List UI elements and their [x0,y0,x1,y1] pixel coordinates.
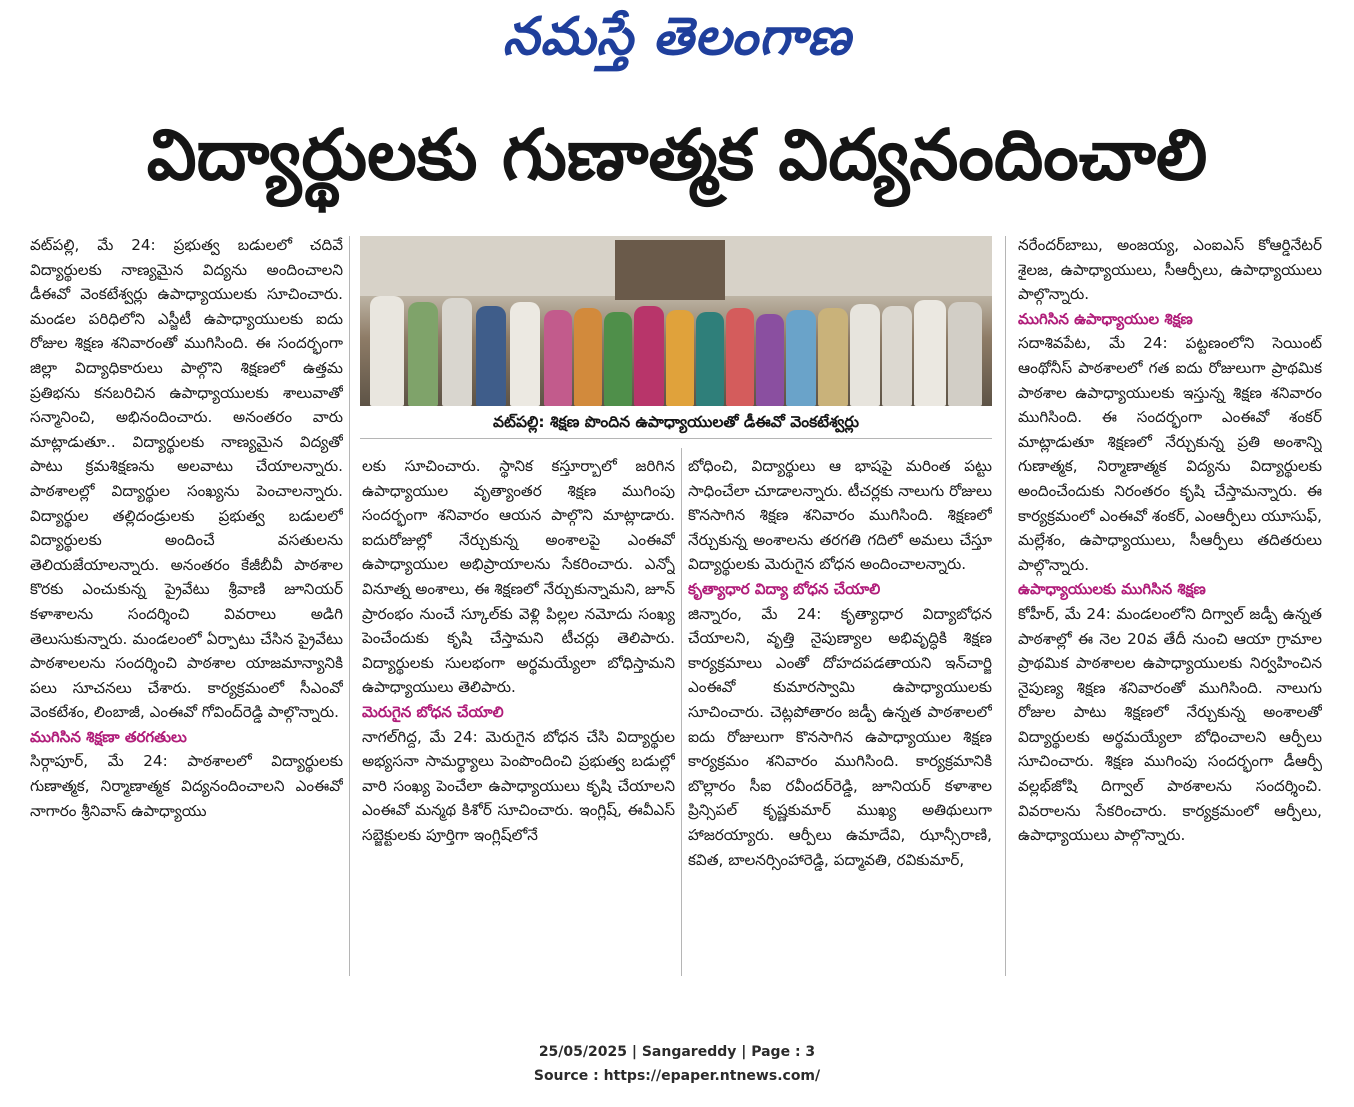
column4-paragraph-3: కోహీర్, మే 24: మండలంలోని దిగ్వాల్ జడ్పీ ఉన్నత పాఠశాల్లో ఈ నెల 20వ తేదీ నుంచి ఆయా గ్రామాల ప్రాథమిక పాఠశాలల ఉపాధ్యాయులకు నిర్వహించిన నైపుణ్య శిక్షణ శనివారంతో ముగిసింది. నాలుగు రోజుల పాటు శిక్షణలో నేర్చుకున్న అంశాలతో విద్యార్థులకు అర్థమయ్యేలా బోధించాలని ఆర్పీలు సూచించారు. శిక్షణ ముగింపు సందర్భంగా డీఆర్పీ వల్లభ్‌జోషి దిగ్వాల్ పాఠశాలను సందర్శించి. వివరాలను సేకరించారు. కార్యక్రమంలో ఆర్పీలు, ఉపాధ్యాయులు పాల్గొన్నారు. [1018,604,1322,845]
article-column-3 [688,454,992,978]
headline: విద్యార్థులకు గుణాత్మక విద్యనందించాలి [146,113,1208,196]
photo-crowd [360,286,992,406]
column1-paragraph-1: వట్‌పల్లి, మే 24: ప్రభుత్వ బడులలో చదివే విద్యార్థులకు నాణ్యమైన విద్యను అందించాలని డీఈవో వెంకటేశ్వర్లు ఉపాధ్యాయులకు సూచించారు. మండల పరిధిలోని ఎస్జీటీ ఉపాధ్యాయులకు ఐదు రోజుల శిక్షణ శనివారంతో ముగిసింది. ఈ సందర్భంగా జిల్లా విద్యాధికారులు పాల్గొని శిక్షణలో ఉత్తమ ప్రతిభను కనబరిచిన ఉపాధ్యాయులకు శాలువాతో సన్మానించి, అభినందించారు. అనంతరం వారు మాట్లాడుతూ.. విద్యార్థులకు నాణ్యమైన విద్యతో పాటు క్రమశిక్షణను అలవాటు చేయాలన్నారు. పాఠశాలల్లో విద్యార్థుల సంఖ్యను పెంచాలన్నారు. విద్యార్థుల తల్లిదండ్రులకు ప్రభుత్వ బడులలో విద్యార్థులకు అందించే వసతులను తెలియజేయాలన్నారు. అనంతరం కేజీబీవీ పాఠశాల కొరకు ఎంచుకున్న ప్రైవేటు శ్రీవాణి జూనియర్ కళాశాలను సందర్శించి వివరాలు అడిగి తెలుసుకున్నారు. మండలంలో ఏర్పాటు చేసిన ప్రైవేటు పాఠశాలలను సందర్శించి పాఠశాల యాజమాన్యానికి పలు సూచనలు చేశారు. కార్యక్రమంలో సీఎంవో వెంకటేశం, లింబాజీ, ఎంఈవో గోవింద్‌రెడ్డి పాల్గొన్నారు. [30,236,343,722]
masthead [0,6,1354,80]
footer-date-line: 25/05/2025 | Sangareddy | Page : 3 [538,1044,816,1060]
article-column-4 [1018,233,1322,978]
newspaper-logo: నమస్తే తెలంగాణ [502,6,852,67]
column2-paragraph-2: నాగల్‌గిద్ద, మే 24: మెరుగైన బోధన చేసి విద్యార్థుల అభ్యసనా సామర్థ్యాలు పెంపొందించి ప్రభుత్వ బడుల్లో వారి సంఖ్య పెంచేలా ఉపాధ్యాయులు కృషి చేయాలని ఎంఈవో మన్మథ కిశోర్ సూచించారు. ఇంగ్లిష్, ఈవీఎస్ సబ్జెక్టులకు పూర్తిగా ఇంగ్లిష్‌లోనే [362,727,675,844]
column4-subheading-1: ముగిసిన ఉపాధ్యాయుల శిక్షణ [1018,309,1193,328]
footer-source-line: Source : https://epaper.ntnews.com/ [533,1068,821,1084]
column2-paragraph-1: లకు సూచించారు. స్థానిక కస్తూర్బాలో జరిగిన ఉపాధ్యాయుల వృత్యాంతర శిక్షణ ముగింపు సందర్భంగా శనివారం ఆయన పాల్గొని మాట్లాడారు. ఐదురోజుల్లో నేర్చుకున్న అంశాలపై ఎంఈవో ఉపాధ్యాయుల అభిప్రాయాలను సేకరించారు. ఎన్నో వినూత్న అంశాలు, ఈ శిక్షణలో నేర్చుకున్నామని, జూన్ ప్రారంభం నుంచే స్కూల్‌కు వెళ్లి పిల్లల నమోదు సంఖ్య పెంచేందుకు కృషి చేస్తామని టీచర్లు తెలిపారు. విద్యార్థులకు సులభంగా అర్థమయ్యేలా బోధిస్తామని ఉపాధ్యాయులు తెలిపారు. [362,457,675,697]
column-divider [349,236,350,976]
column3-subheading-1: కృత్యాధార విద్యా బోధన చేయాలి [688,579,881,598]
column2-subheading-1: మెరుగైన బోధన చేయాలి [362,702,504,721]
photo-caption: వట్‌పల్లి: శిక్షణ పొందిన ఉపాధ్యాయులతో డీఈవో వెంకటేశ్వర్లు [360,410,992,439]
column4-subheading-2: ఉపాధ్యాయులకు ముగిసిన శిక్షణ [1018,580,1206,599]
column4-paragraph-2: సదాశివపేట, మే 24: పట్టణంలోని సెయింట్ ఆంథోనీస్ పాఠశాలలో గత ఐదు రోజులుగా ప్రాథమిక పాఠశాల ఉపాధ్యాయులకు ఇస్తున్న శిక్షణ శనివారం ముగిసింది. ఈ సందర్భంగా ఎంఈవో శంకర్ మాట్లాడుతూ శిక్షణలో నేర్చుకున్న ప్రతి అంశాన్ని గుణాత్మక, నిర్మాణాత్మక విద్యను విద్యార్థులకు అందించేందుకు నిరంతరం కృషి చేస్తామన్నారు. ఈ కార్యక్రమంలో ఎంఈవో శంకర్, ఎంఆర్పీలు యూసుఫ్, మల్లేశం, ఉపాధ్యాయులు, సీఆర్పీలు తదితరులు పాల్గొన్నారు. [1018,334,1322,574]
column3-paragraph-1: బోధించి, విద్యార్థులు ఆ భాషపై మరింత పట్టు సాధించేలా చూడాలన్నారు. టీచర్లకు నాలుగు రోజులు కొనసాగిన శిక్షణ శనివారం ముగిసింది. శిక్షణలో నేర్చుకున్న అంశాలను తరగతి గదిలో అమలు చేస్తూ విద్యార్థులకు మెరుగైన బోధన అందించాలన్నారు. [688,457,992,574]
group-photo [360,236,992,406]
column1-subheading-1: ముగిసిన శిక్షణా తరగతులు [30,727,187,746]
article-column-2 [362,454,675,978]
column-divider [681,448,682,976]
column1-paragraph-2: సిర్గాపూర్, మే 24: పాఠశాలలో విద్యార్థులకు గుణాత్మక, నిర్మాణాత్మక విద్యనందించాలని ఎంఈవో నాగారం శ్రీనివాస్ ఉపాధ్యాయు [30,752,343,820]
article-column-1 [30,233,343,978]
column4-paragraph-1: నరేందర్‌బాబు, అంజయ్య, ఎంఐఎస్ కోఆర్డినేటర్ శైలజ, ఉపాధ్యాయులు, సీఆర్పీలు, ఉపాధ్యాయులు పాల్గొన్నారు. [1018,236,1322,304]
column3-paragraph-2: జిన్నారం, మే 24: కృత్యాధార విద్యాబోధన చేయాలని, వృత్తి నైపుణ్యాల అభివృద్ధికి శిక్షణ కార్యక్రమాలు ఎంతో దోహదపడతాయని ఇన్‌చార్జి ఎంఈవో కుమారస్వామి ఉపాధ్యాయులకు సూచించారు. చెట్లపోతారం జడ్పీ ఉన్నత పాఠశాలలో ఐదు రోజులుగా కొనసాగిన ఉపాధ్యాయుల శిక్షణ కార్యక్రమం శనివారం ముగిసింది. కార్యక్రమానికి బొల్లారం సీఐ రవీందర్‌రెడ్డి, జూనియర్ కళాశాల ప్రిన్సిపల్ కృష్ణకుమార్ ముఖ్య అతిథులుగా హాజరయ్యారు. ఆర్పీలు ఉమాదేవి, ఝాన్సీరాణి, కవిత, బాలనర్సింహారెడ్డి, పద్మావతి, రవికుమార్, [688,604,992,869]
column-divider [1005,236,1006,976]
